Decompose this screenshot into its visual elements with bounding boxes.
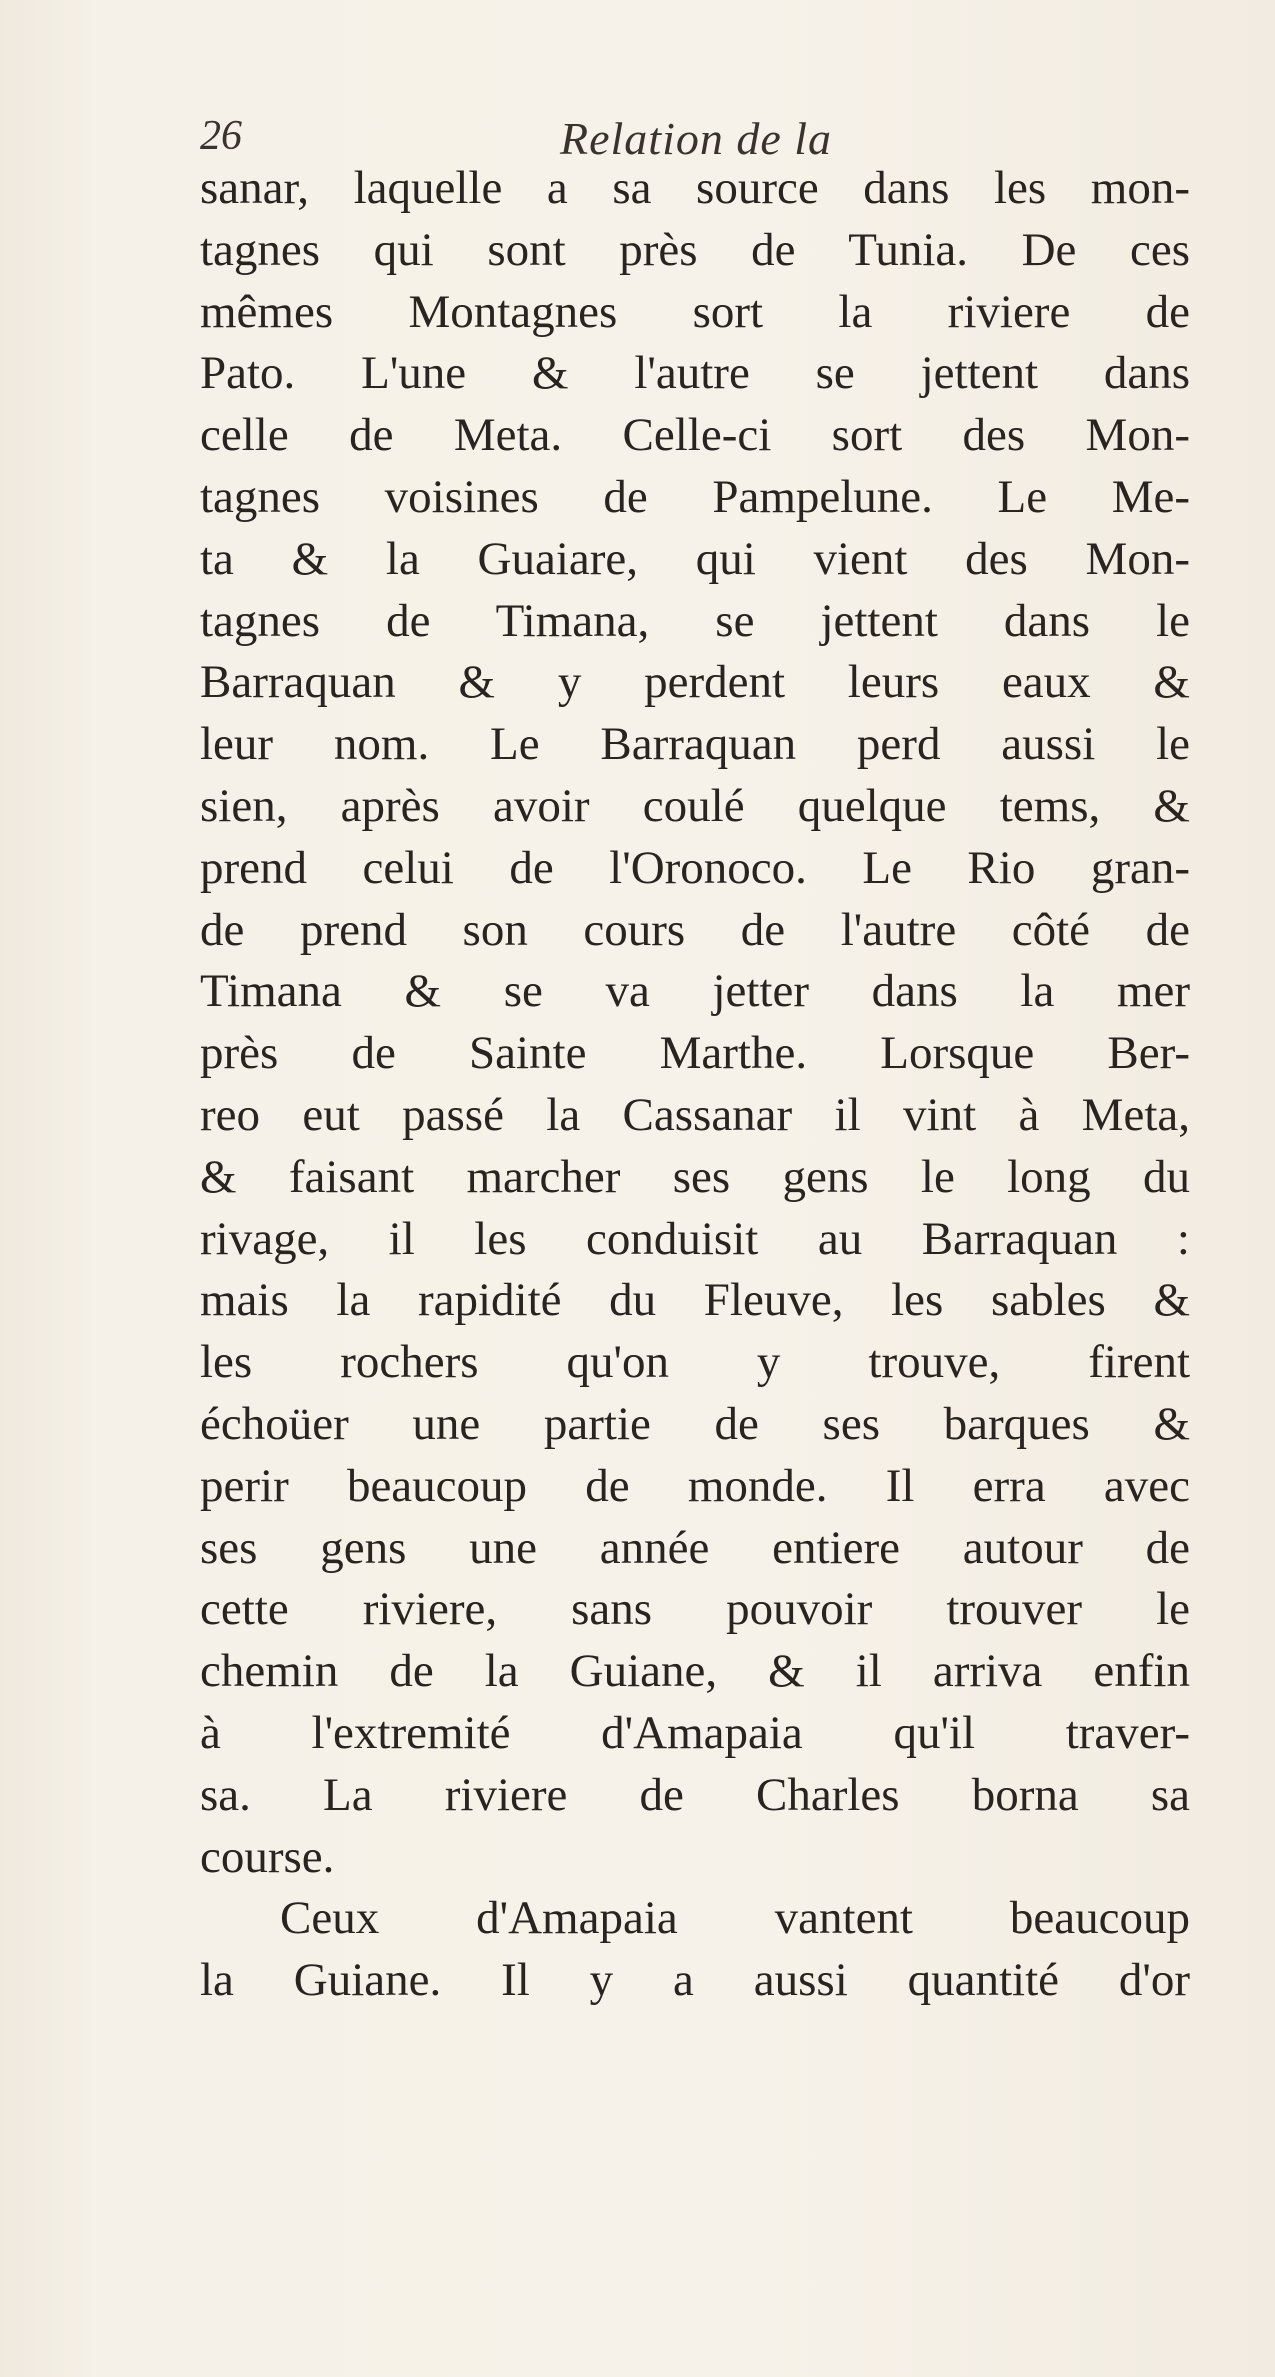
text-line: perir beaucoup de monde. Il erra avec — [200, 1459, 1190, 1512]
text-line: à l'extremité d'Amapaia qu'il traver- — [200, 1706, 1190, 1759]
text-line: sa. La riviere de Charles borna sa — [200, 1768, 1190, 1821]
text-line: reo eut passé la Cassanar il vint à Meta, — [200, 1088, 1190, 1141]
text-line: ta & la Guaiare, qui vient des Mon- — [200, 532, 1190, 585]
text-line: sanar, laquelle a sa source dans les mon- — [200, 162, 1190, 214]
text-line: mais la rapidité du Fleuve, les sables & — [200, 1274, 1190, 1327]
text-line: Timana & se va jetter dans la mer — [200, 965, 1190, 1018]
text-line: de prend son cours de l'autre côté de — [200, 903, 1190, 956]
text-line: tagnes de Timana, se jettent dans le — [200, 594, 1190, 647]
text-line: Pato. L'une & l'autre se jettent dans — [200, 347, 1190, 400]
text-line: mêmes Montagnes sort la riviere de — [200, 285, 1190, 338]
text-line: sien, après avoir coulé quelque tems, & — [200, 779, 1190, 832]
text-line: course. — [200, 1830, 335, 1883]
text-line: ses gens une année entiere autour de — [200, 1521, 1190, 1574]
text-line: Ceux d'Amapaia vantent beaucoup — [280, 1892, 1190, 1945]
text-line: tagnes qui sont près de Tunia. De ces — [200, 223, 1190, 276]
text-line: rivage, il les conduisit au Barraquan : — [200, 1212, 1190, 1265]
page-number: 26 — [200, 113, 242, 159]
text-line: prend celui de l'Oronoco. Le Rio gran- — [200, 841, 1190, 894]
text-line: & faisant marcher ses gens le long du — [200, 1150, 1190, 1203]
text-line: celle de Meta. Celle-ci sort des Mon- — [200, 409, 1190, 462]
text-line: les rochers qu'on y trouve, firent — [200, 1336, 1190, 1389]
text-line: tagnes voisines de Pampelune. Le Me- — [200, 470, 1190, 523]
text-line: la Guiane. Il y a aussi quantité d'or — [200, 1954, 1190, 2007]
text-line: leur nom. Le Barraquan perd aussi le — [200, 718, 1190, 771]
text-line: près de Sainte Marthe. Lorsque Ber- — [200, 1027, 1190, 1080]
text-line: échoüer une partie de ses barques & — [200, 1397, 1190, 1450]
text-line: Barraquan & y perdent leurs eaux & — [200, 656, 1190, 709]
text-line: chemin de la Guiane, & il arriva enfin — [200, 1645, 1190, 1698]
text-line: cette riviere, sans pouvoir trouver le — [200, 1583, 1190, 1636]
running-head: Relation de la — [560, 113, 833, 164]
body-text — [200, 158, 1190, 2012]
